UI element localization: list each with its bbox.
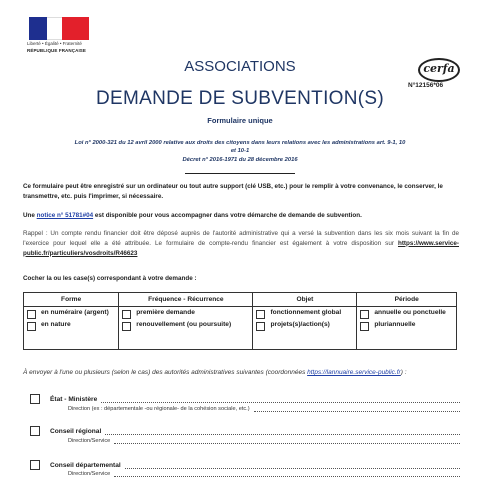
cerfa-number: N°12156*06 xyxy=(408,82,444,89)
cell-periode xyxy=(357,307,457,350)
option-annuelle[interactable]: annuelle ou ponctuelle xyxy=(360,309,453,319)
checkbox[interactable] xyxy=(30,460,40,470)
notice-paragraph xyxy=(23,211,459,221)
intro-paragraph: Ce formulaire peut être enregistré sur un ordinateur ou tout autre support (clé USB, etc.) pour le remplir à votre convenance, le conserver, le transmettre, etc. puis l'imprimer, si nécessaire. xyxy=(23,183,443,200)
authority-region xyxy=(30,426,460,436)
option-numeraire[interactable]: en numéraire (argent) xyxy=(27,309,115,319)
checkbox[interactable] xyxy=(30,394,40,404)
fill-line[interactable] xyxy=(105,428,460,435)
request-type-table xyxy=(23,292,457,350)
authority-departement xyxy=(30,460,460,470)
notice-suffix: est disponible pour vous accompagner dans votre démarche de demande de subvention. xyxy=(93,212,362,219)
notice-prefix: Une xyxy=(23,212,37,219)
checkbox[interactable] xyxy=(27,322,36,331)
law-reference xyxy=(60,139,420,164)
header-forme: Forme xyxy=(24,293,119,307)
notice-link[interactable]: notice n° 51781#04 xyxy=(36,212,94,219)
option-fonctionnement[interactable]: fonctionnement global xyxy=(256,309,353,319)
cell-frequence xyxy=(119,307,253,350)
reminder-text: Rappel : Un compte rendu financier doit être déposé auprès de l'autorité administrative qui a versé la subvention dans les six mois suivant la fin de l'exercice pour lequel elle a été attribuée. Le formulaire de compte-rendu financier est également à votre disposition sur xyxy=(23,230,459,247)
flag-icon xyxy=(29,17,89,40)
checkbox[interactable] xyxy=(256,310,265,319)
reminder-link[interactable]: https://www.service-public.fr/particuliers/vosdroits/R46623 xyxy=(23,239,459,257)
law-line-1: Loi n° 2000-321 du 12 avril 2000 relative aux droits des citoyens dans leurs relations avec les administrations art. 9-1, 10 xyxy=(74,140,406,146)
authority-departement-sub xyxy=(68,471,460,477)
authority-etat xyxy=(30,394,460,404)
option-premiere-demande[interactable]: première demande xyxy=(122,309,249,319)
logo-republic: RÉPUBLIQUE FRANÇAISE xyxy=(27,48,87,53)
authority-region-sub xyxy=(68,438,460,444)
checkbox[interactable] xyxy=(122,310,131,319)
law-line-3: Décret n° 2016-1971 du 28 décembre 2016 xyxy=(182,156,298,163)
fill-line[interactable] xyxy=(125,462,460,469)
checkbox[interactable] xyxy=(360,322,369,331)
send-to-instruction xyxy=(23,368,459,378)
marianne-logo xyxy=(27,17,93,61)
logo-motto: Liberté • Égalité • Fraternité xyxy=(27,41,82,46)
cerfa-logo: cerfa xyxy=(418,58,460,82)
header-objet: Objet xyxy=(253,293,357,307)
divider xyxy=(185,173,295,174)
send-to-text: À envoyer à l'une ou plusieurs (selon le cas) des autorités administratives suivantes (coordonnées xyxy=(23,369,308,376)
page-title: DEMANDE DE SUBVENTION(S) xyxy=(95,88,384,109)
annuaire-link[interactable]: https://lannuaire.service-public.fr xyxy=(307,369,401,376)
checkbox[interactable] xyxy=(360,310,369,319)
authority-etat-sub xyxy=(68,406,460,412)
send-to-suffix: ) : xyxy=(400,369,407,376)
option-pluriannuelle[interactable]: pluriannuelle xyxy=(360,321,453,331)
header-frequence: Fréquence - Récurrence xyxy=(119,293,253,307)
law-line-2: et 10-1 xyxy=(230,148,250,155)
option-renouvellement[interactable]: renouvellement (ou poursuite) xyxy=(122,321,249,331)
authority-label: État - Ministère xyxy=(50,395,98,403)
checkbox[interactable] xyxy=(30,426,40,436)
reminder-paragraph xyxy=(23,229,459,258)
authority-sub-label: Direction (ex : départementale -ou régionale- de la cohésion sociale, etc.) xyxy=(68,406,250,412)
cell-forme xyxy=(24,307,119,350)
authority-label: Conseil régional xyxy=(50,427,102,435)
checkbox[interactable] xyxy=(122,322,131,331)
checkbox[interactable] xyxy=(27,310,36,319)
authority-sub-label: Direction/Service xyxy=(68,438,111,444)
page-subtitle: Formulaire unique xyxy=(207,116,273,125)
fill-line[interactable] xyxy=(254,406,460,412)
page-title-associations: ASSOCIATIONS xyxy=(184,58,296,75)
option-nature[interactable]: en nature xyxy=(27,321,115,331)
check-instruction: Cocher la ou les case(s) correspondant à votre demande : xyxy=(23,275,197,282)
fill-line[interactable] xyxy=(114,471,460,477)
fill-line[interactable] xyxy=(101,396,460,403)
cell-objet xyxy=(253,307,357,350)
authority-label: Conseil départemental xyxy=(50,461,121,469)
checkbox[interactable] xyxy=(256,322,265,331)
option-projets[interactable]: projets(s)/action(s) xyxy=(256,321,353,331)
fill-line[interactable] xyxy=(114,438,460,444)
header-periode: Période xyxy=(357,293,457,307)
authority-sub-label: Direction/Service xyxy=(68,471,111,477)
